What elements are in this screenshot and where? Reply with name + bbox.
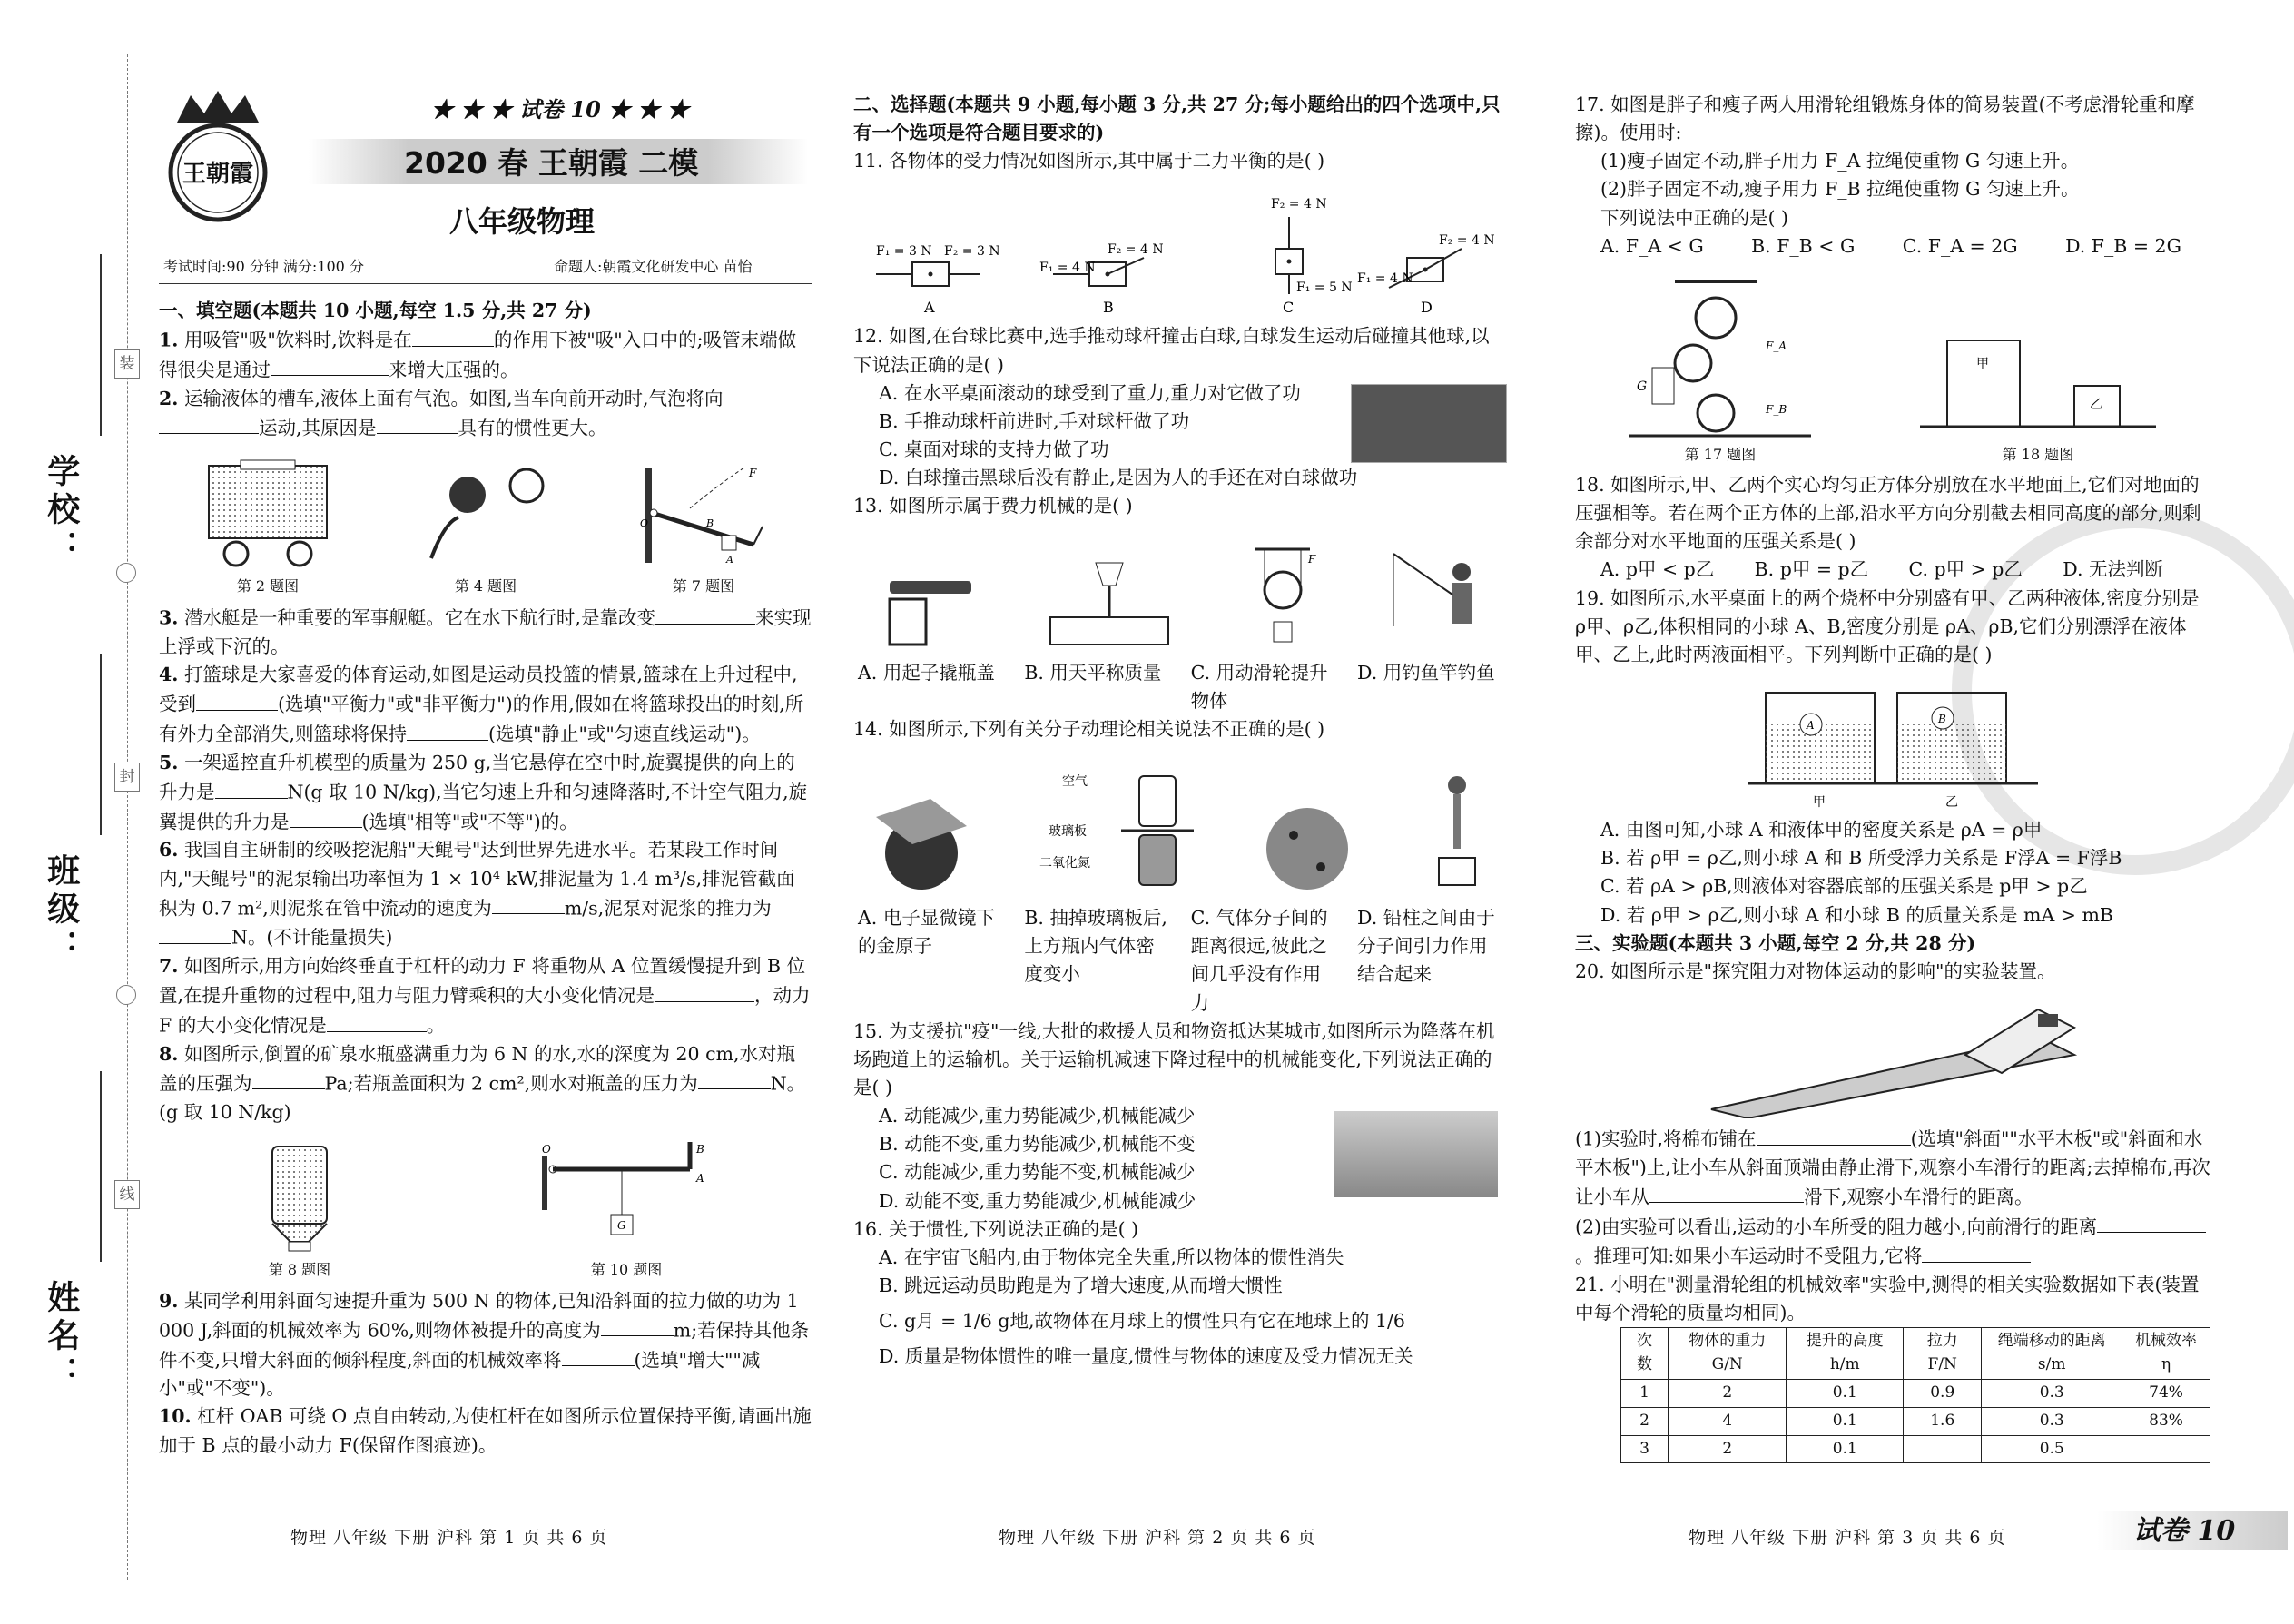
option[interactable]: A. 动能减少,重力势能减少,机械能减少 — [879, 1105, 1196, 1127]
figure-4 — [418, 458, 554, 597]
question-number: 7. — [159, 955, 179, 978]
question-text: (2)由实验可以看出,运动的小车所受的阻力越小,向前滑行的距离 — [1575, 1216, 2098, 1238]
ball-label: A — [1807, 719, 1815, 733]
table-cell: 2 — [1669, 1379, 1787, 1407]
table-header: 绳端移动的距离 s/m — [1982, 1328, 2122, 1380]
question-text: 我国自主研制的绞吸挖泥船"天鲲号"达到世界先进水平。若某段工作时间内,"天鲲号"的泥泵输出功率恒为 1 × 10⁴ kW,排泥量为 1.4 m³/s,排泥管截面积为 0.7 m²,则泥浆在管中流动的速度为 — [159, 839, 795, 920]
section-heading: 二、选择题(本题共 9 小题,每小题 3 分,共 27 分;每小题给出的四个选项中,只有一个选项是符合题目要求的) — [853, 94, 1501, 144]
option-letter: D — [1421, 299, 1433, 317]
table-cell: 0.3 — [1982, 1407, 2122, 1435]
exam-meta-right: 命题人:朝霞文化研发中心 苗怡 — [554, 258, 753, 275]
svg-text:F: F — [749, 467, 757, 480]
option[interactable]: A. p甲 < p乙 — [1600, 558, 1715, 581]
svg-text:F_B: F_B — [1766, 402, 1787, 416]
option[interactable]: A. 由图可知,小球 A 和液体甲的密度关系是 ρA = ρ甲 — [1600, 819, 2043, 842]
table-cell[interactable] — [2122, 1435, 2210, 1463]
question-text: ，动力 F 的大小变化情况是 — [159, 984, 811, 1037]
figure-caption: 第 8 题图 — [268, 1261, 331, 1279]
answer-blank[interactable] — [215, 777, 288, 799]
inverted-bottle-diagram — [259, 1142, 340, 1255]
option[interactable]: C. 气体分子间的距离很远,彼此之间几乎没有作用力 — [1190, 907, 1328, 1014]
table-cell: 0.9 — [1904, 1379, 1982, 1407]
question-text: 来增大压强的。 — [389, 359, 519, 381]
force-label: F₁ = 4 N — [1357, 271, 1413, 287]
question-text: 。推理可知:如果小车运动时不受阻力,它将 — [1575, 1245, 1923, 1267]
svg-text:A: A — [726, 554, 733, 566]
question-text: (选填"静止"或"匀速直线运动")。 — [488, 723, 761, 745]
question-text: N。(不计能量损失) — [231, 926, 393, 949]
option[interactable]: D. 用钓鱼竿钓鱼 — [1356, 661, 1495, 684]
exam-tag-text: 试卷 10 — [519, 96, 601, 123]
option-letter: A — [924, 299, 935, 317]
table-header: 机械效率 η — [2122, 1328, 2210, 1380]
figure-caption: 第 10 题图 — [590, 1261, 663, 1279]
gas-diffusion-figure — [1039, 763, 1194, 899]
question-16: 16. 关于惯性,下列说法正确的是( ) — [853, 1217, 1139, 1240]
question-18: 18. 如图所示,甲、乙两个实心均匀正方体分别放在水平地面上,它们对地面的压强相等。若在两个正方体的上部,沿水平方向分别截去相同高度的部分,则剩余部分对水平地面的压强关系是( ) — [1575, 473, 2201, 553]
question-19: 19. 如图所示,水平桌面上的两个烧杯中分别盛有甲、乙两种液体,密度分别是 ρ甲、ρ乙,体积相同的小球 A、B,密度分别是 ρA、ρB,它们分别漂浮在液体甲、乙上,此时两液面相平。下列判断中正确的是( ) — [1575, 586, 2200, 665]
q14-options — [853, 904, 1507, 1018]
option[interactable]: A. 电子显微镜下的金原子 — [858, 907, 995, 958]
answer-blank[interactable] — [407, 719, 488, 741]
bottle-opener-figure — [871, 545, 980, 654]
question-number: 8. — [159, 1042, 179, 1065]
table-header: 拉力 F/N — [1904, 1328, 1982, 1380]
tank-car-diagram — [200, 458, 336, 572]
exam-tag: ★ ★ ★ 试卷 10 ★ ★ ★ — [431, 96, 689, 123]
class-line — [100, 654, 102, 835]
seal-tag: 线 — [114, 1180, 140, 1209]
class-label: 班级： — [42, 853, 81, 968]
gold-atoms-figure — [867, 781, 976, 899]
force-diagrams — [862, 181, 1498, 317]
question-text: 如图所示,用方向始终垂直于杠杆的动力 F 将重物从 A 位置缓慢提升到 B 位置,在提升重物的过程中,阻力与阻力臂乘积的大小变化情况是 — [159, 955, 806, 1007]
q13-figures — [853, 527, 1507, 654]
column-2 — [853, 91, 1507, 1372]
column-3 — [1575, 91, 2210, 1463]
cubes-diagram — [1920, 322, 2156, 440]
question-text: 一架遥控直升机模型的质量为 250 g,当它悬停在空中时,旋翼提供的向上的升力是 — [159, 751, 795, 803]
question-number: 10. — [159, 1405, 192, 1428]
question-9 — [159, 1287, 812, 1403]
figure-20 — [1575, 991, 2210, 1118]
question-text: N。(g 取 10 N/kg) — [159, 1072, 806, 1123]
question-13: 13. 如图所示属于费力机械的是( ) — [853, 495, 1133, 517]
answer-blank[interactable] — [290, 807, 362, 829]
answer-blank[interactable] — [562, 1345, 635, 1367]
answer-blank[interactable] — [1757, 1124, 1911, 1146]
figure-2 — [200, 458, 336, 597]
margin-circle — [116, 563, 136, 583]
pulley-block-diagram — [1629, 277, 1811, 440]
question-number: 2. — [159, 387, 179, 409]
option[interactable]: B. 动能不变,重力势能减少,机械能不变 — [879, 1133, 1196, 1156]
question-text: (1)瘦子固定不动,胖子用力 F_A 拉绳使重物 G 匀速上升。 — [1600, 150, 2080, 172]
brand-logo — [159, 86, 277, 222]
table-cell: 2 — [1621, 1407, 1669, 1435]
option[interactable]: B. 跳远运动员助跑是为了增大速度,从而增大惯性 — [879, 1275, 1283, 1297]
force-label: F₁ = 4 N — [1039, 261, 1096, 276]
option[interactable]: A. 在宇宙飞船内,由于物体完全失重,所以物体的惯性消失 — [879, 1245, 1344, 1268]
question-15: 15. 为支援抗"疫"一线,大批的救援人员和物资抵达某城市,如图所示为降落在机场跑道上的运输机。关于运输机减速下降过程中的机械能变化,下列说法正确的是( ) — [853, 1019, 1495, 1098]
column-1 — [159, 297, 812, 1460]
option[interactable]: A. 在水平桌面滚动的球受到了重力,重力对它做了功 — [879, 381, 1301, 404]
answer-blank[interactable] — [655, 980, 754, 1002]
cut-line — [127, 54, 128, 1580]
force-label: F₁ = 3 N — [876, 244, 932, 260]
basketball-diagram — [418, 458, 554, 572]
table-header: 提升的高度 h/m — [1787, 1328, 1904, 1380]
question-text: (选填"斜面""水平木板"或"斜面和水平木板")上,让小车从斜面顶端由静止滑下,观察小车滑行的距离;去掉棉布,再次让小车从 — [1575, 1127, 2210, 1208]
answer-blank[interactable] — [159, 922, 231, 944]
answer-blank[interactable] — [698, 1068, 771, 1090]
fishing-figure — [1389, 545, 1489, 654]
question-text: 的作用下被"吸"入口中的;吸管末端做得很尖是通过 — [159, 329, 797, 381]
figure-caption: 第 7 题图 — [672, 577, 735, 595]
figure-label: 玻璃板 — [1049, 824, 1087, 840]
svg-text:F: F — [1308, 552, 1316, 566]
option[interactable]: D. 白球撞击黑球后没有静止,是因为人的手还在对白球做功 — [879, 467, 1358, 489]
question-21: 21. 小明在"测量滑轮组的机械效率"实验中,测得的相关实验数据如下表(装置中每个滑轮的质量均相同)。 — [1575, 1273, 2200, 1324]
question-text: 具有的惯性更大。 — [458, 417, 607, 439]
question-text: 打篮球是大家喜爱的体育运动,如图是运动员投篮的情景,篮球在上升过程中,受到 — [159, 664, 798, 715]
question-20-part2 — [1575, 1212, 2210, 1271]
table-cell: 2 — [1669, 1435, 1787, 1463]
option[interactable]: C. 动能减少,重力势能不变,机械能减少 — [879, 1161, 1196, 1184]
question-4 — [159, 661, 812, 749]
answer-blank[interactable] — [655, 603, 755, 625]
question-8 — [159, 1040, 812, 1127]
question-text: (选填"平衡力"或"非平衡力")的作用,假如在将篮球投出的时刻,所有外力全部消失,则篮球将保持 — [159, 693, 804, 745]
answer-blank[interactable] — [601, 1315, 674, 1337]
question-number: 6. — [159, 839, 179, 861]
q13-options — [853, 659, 1507, 715]
table-row — [1621, 1379, 2210, 1407]
cube-label: 乙 — [2090, 397, 2102, 412]
beakers-diagram — [1748, 684, 2038, 811]
question-12: 12. 如图,在台球比赛中,选手推动球杆撞击白球,白球发生运动后碰撞其他球,以下说法正确的是( ) — [853, 325, 1490, 376]
figure-label: 空气 — [1062, 774, 1088, 790]
table-cell: 74% — [2122, 1379, 2210, 1407]
table-cell: 0.5 — [1982, 1435, 2122, 1463]
question-5 — [159, 749, 812, 837]
option[interactable]: B. p甲 = p乙 — [1754, 558, 1869, 581]
question-text: (选填"增大""减小"或"不变")。 — [159, 1349, 761, 1400]
question-14: 14. 如图所示,下列有关分子动理论相关说法不正确的是( ) — [853, 717, 1325, 740]
beaker-label: 乙 — [1945, 795, 1958, 811]
table-cell: 0.1 — [1787, 1379, 1904, 1407]
figure-row — [159, 1132, 812, 1282]
section-heading: 一、填空题(本题共 10 小题,每空 1.5 分,共 27 分) — [159, 300, 592, 321]
question-text: 运动,其原因是 — [259, 417, 377, 439]
question-text: (2)胖子固定不动,瘦子用力 F_B 拉绳使重物 G 匀速上升。 — [1600, 178, 2080, 201]
answer-blank[interactable] — [271, 355, 389, 377]
binding-margin — [0, 0, 159, 1624]
svg-text:F_A: F_A — [1766, 339, 1787, 352]
exam-meta-left: 考试时间:90 分钟 满分:100 分 — [163, 258, 364, 275]
table-cell: 4 — [1669, 1407, 1787, 1435]
table-cell: 83% — [2122, 1407, 2210, 1435]
question-10 — [159, 1403, 812, 1459]
question-number: 3. — [159, 606, 179, 629]
q17-options — [1575, 232, 2181, 261]
question-text: 杠杆 OAB 可绕 O 点自由转动,为使杠杆在如图所示位置保持平衡,请画出施加于 B 点的最小动力 F(保留作图痕迹)。 — [159, 1405, 812, 1456]
question-text: m/s,泥泵对泥浆的推力为 — [564, 897, 772, 920]
option[interactable]: B. 若 ρ甲 = ρ乙,则小球 A 和 B 所受浮力关系是 F浮A = F浮B — [1600, 847, 2122, 870]
question-text: 。 — [426, 1014, 446, 1037]
force-label: F₂ = 4 N — [1108, 242, 1164, 258]
question-number: 9. — [159, 1289, 179, 1312]
name-label: 姓名： — [42, 1280, 81, 1394]
table-cell: 1 — [1621, 1379, 1669, 1407]
table-row — [1621, 1435, 2210, 1463]
option[interactable]: C. 用动滑轮提升物体 — [1190, 661, 1328, 712]
question-number: 5. — [159, 751, 179, 773]
pulley-figure — [1237, 545, 1328, 654]
question-2 — [159, 385, 812, 443]
q11-force-figures — [853, 181, 1507, 317]
header-rule — [159, 283, 812, 284]
figure-8 — [259, 1142, 340, 1281]
ball-label: B — [1938, 713, 1946, 726]
q14-figures — [853, 749, 1507, 899]
figure-label: 二氧化氮 — [1039, 856, 1090, 871]
question-17: 17. 如图是胖子和瘦子两人用滑轮组锻炼身体的简易装置(不考虑滑轮重和摩擦)。使用时: — [1575, 94, 2195, 144]
question-text: (选填"相等"或"不等")的。 — [361, 811, 578, 833]
table-cell: 1.6 — [1904, 1407, 1982, 1435]
table-cell: 0.1 — [1787, 1435, 1904, 1463]
option[interactable]: C. g月 = 1/6 g地,故物体在月球上的惯性只有它在地球上的 1/6 — [879, 1310, 1405, 1333]
svg-text:A: A — [696, 1172, 704, 1186]
answer-blank[interactable] — [2097, 1212, 2206, 1234]
ramp-diagram — [1693, 1000, 2092, 1118]
answer-blank[interactable] — [412, 325, 494, 347]
seal-tag: 封 — [114, 763, 140, 792]
question-text: 如图所示,倒置的矿泉水瓶盛满重力为 6 N 的水,水的深度为 20 cm,水对瓶盖的压强为 — [159, 1042, 796, 1095]
option[interactable]: D. 铅柱之间由于分子间引力作用结合起来 — [1356, 907, 1495, 986]
school-line — [100, 254, 102, 436]
beaker-label: 甲 — [1813, 795, 1826, 811]
option[interactable]: D. 无法判断 — [2063, 558, 2163, 581]
option[interactable]: C. 桌面对球的支持力做了功 — [879, 438, 1109, 461]
data-table — [1620, 1327, 2210, 1463]
option[interactable]: C. F_A = 2G — [1902, 234, 2018, 257]
page-footer: 物理 八年级 下册 沪科 第 2 页 共 6 页 — [999, 1528, 1316, 1548]
figure-caption: 第 18 题图 — [2002, 445, 2074, 463]
transport-plane-photo — [1334, 1111, 1498, 1197]
option[interactable]: A. F_A < G — [1600, 234, 1704, 257]
page-stamp: 试卷 10 — [2133, 1515, 2236, 1547]
page-footer: 物理 八年级 下册 沪科 第 1 页 共 6 页 — [290, 1528, 608, 1548]
question-3 — [159, 603, 812, 661]
svg-text:G: G — [617, 1219, 626, 1233]
option[interactable]: B. 抽掉玻璃板后,上方瓶内气体密度变小 — [1024, 907, 1167, 986]
question-6 — [159, 836, 812, 952]
question-number: 1. — [159, 329, 179, 351]
figure-7 — [635, 458, 772, 597]
option-letter: B — [1103, 299, 1114, 317]
question-text: 运输液体的槽车,液体上面有气泡。如图,当车向前开动时,气泡将向 — [183, 387, 724, 409]
option[interactable]: B. 用天平称质量 — [1024, 661, 1162, 684]
gas-molecules-figure — [1257, 781, 1357, 899]
option[interactable]: C. 若 ρA > ρB,则液体对容器底部的压强关系是 p甲 > p乙 — [1600, 875, 2088, 898]
figure-row — [1575, 266, 2210, 466]
question-text: 某同学利用斜面匀速提升重为 500 N 的物体,已知沿斜面的拉力做的功为 1 000 J,斜面的机械效率为 60%,则物体被提升的高度为 — [159, 1289, 799, 1342]
question-1 — [159, 325, 812, 384]
school-label: 学校： — [42, 454, 81, 568]
option[interactable]: A. 用起子撬瓶盖 — [858, 661, 995, 684]
question-20: 20. 如图所示是"探究阻力对物体运动的影响"的实验装置。 — [1575, 960, 2056, 982]
question-text: 来实现上浮或下沉的。 — [159, 606, 812, 658]
figure-18 — [1920, 322, 2156, 466]
figure-10 — [540, 1142, 713, 1281]
answer-blank[interactable] — [1922, 1241, 2031, 1263]
force-label: F₂ = 4 N — [1439, 233, 1495, 249]
lever-diagram — [635, 458, 772, 572]
question-text: Pa;若瓶盖面积为 2 cm²,则水对瓶盖的压力为 — [324, 1072, 698, 1095]
table-header: 物体的重力 G/N — [1669, 1328, 1787, 1380]
table-header: 次数 — [1621, 1328, 1669, 1380]
table-cell[interactable] — [1904, 1435, 1982, 1463]
figure-caption: 第 4 题图 — [454, 577, 517, 595]
q12-options — [853, 379, 1507, 493]
exam-title: 2020 春 王朝霞 二模 — [404, 145, 699, 181]
option[interactable]: B. F_B < G — [1751, 234, 1856, 257]
q18-options — [1575, 556, 2163, 584]
answer-blank[interactable] — [1649, 1182, 1804, 1204]
table-row — [1621, 1407, 2210, 1435]
question-text: 下列说法中正确的是( ) — [1600, 206, 1789, 229]
option[interactable]: C. p甲 > p乙 — [1908, 558, 2023, 581]
question-number: 4. — [159, 664, 179, 686]
option[interactable]: D. F_B = 2G — [2065, 234, 2181, 257]
answer-blank[interactable] — [159, 413, 259, 435]
option[interactable]: B. 手推动球杆前进时,手对球杆做了功 — [879, 409, 1190, 432]
force-label: F₂ = 4 N — [1271, 197, 1327, 212]
answer-blank[interactable] — [492, 893, 565, 915]
table-cell: 0.1 — [1787, 1407, 1904, 1435]
question-text: 滑下,观察小车滑行的距离。 — [1804, 1186, 2033, 1208]
question-7 — [159, 952, 812, 1040]
subject-title: 八年级物理 — [449, 204, 596, 239]
margin-circle — [116, 985, 136, 1005]
force-label: F₁ = 5 N — [1296, 281, 1353, 296]
question-11: 11. 各物体的受力情况如图所示,其中属于二力平衡的是( ) — [853, 150, 1325, 172]
cube-label: 甲 — [1976, 356, 1989, 371]
figure-caption: 第 17 题图 — [1684, 445, 1757, 463]
balance-figure — [1041, 545, 1177, 654]
figure-17 — [1629, 277, 1811, 466]
force-label: F₂ = 3 N — [944, 244, 1000, 260]
svg-text:G: G — [1637, 379, 1648, 394]
question-20-part1 — [1575, 1124, 2210, 1212]
svg-text:B: B — [696, 1143, 704, 1156]
option[interactable]: D. 动能不变,重力势能减少,机械能减少 — [879, 1189, 1196, 1212]
option-letter: C — [1283, 299, 1295, 317]
exam-header — [159, 86, 812, 268]
billiards-photo — [1351, 384, 1507, 463]
name-line — [100, 1071, 102, 1262]
figure-19 — [1575, 674, 2210, 811]
question-text: (1)实验时,将棉布铺在 — [1575, 1127, 1757, 1150]
lead-cylinders-figure — [1421, 772, 1493, 899]
question-text: 用吸管"吸"饮料时,饮料是在 — [183, 329, 412, 351]
answer-blank[interactable] — [196, 689, 278, 711]
question-text: m;若保持其他条件不变,只增大斜面的倾斜程度,斜面的机械效率将 — [159, 1319, 810, 1372]
page-footer: 物理 八年级 下册 沪科 第 3 页 共 6 页 — [1689, 1528, 2006, 1548]
q15-options — [853, 1102, 1507, 1216]
table-cell: 0.3 — [1982, 1379, 2122, 1407]
question-text: 潜水艇是一种重要的军事舰艇。它在水下航行时,是靠改变 — [183, 606, 655, 629]
option[interactable]: D. 若 ρ甲 > ρ乙,则小球 A 和小球 B 的质量关系是 mA > mB — [1600, 903, 2113, 926]
answer-blank[interactable] — [377, 413, 458, 435]
svg-text:B: B — [706, 517, 714, 530]
logo-text: 王朝霞 — [182, 161, 253, 188]
section-heading: 三、实验题(本题共 3 小题,每空 2 分,共 28 分) — [1575, 931, 1976, 954]
answer-blank[interactable] — [327, 1010, 427, 1032]
question-text: N(g 取 10 N/kg),当它匀速上升和匀速降落时,不计空气阻力,旋翼提供的升力是 — [159, 781, 808, 833]
seal-tag: 装 — [114, 349, 140, 379]
svg-text:O: O — [640, 517, 649, 530]
figure-row — [159, 448, 812, 597]
figure-caption: 第 2 题图 — [236, 577, 300, 595]
table-cell: 3 — [1621, 1435, 1669, 1463]
lever-oab-diagram — [540, 1142, 713, 1255]
answer-blank[interactable] — [252, 1068, 325, 1090]
option[interactable]: D. 质量是物体惯性的唯一量度,惯性与物体的速度及受力情况无关 — [879, 1345, 1413, 1368]
table-header-row — [1621, 1328, 2210, 1380]
svg-text:O: O — [542, 1143, 551, 1156]
